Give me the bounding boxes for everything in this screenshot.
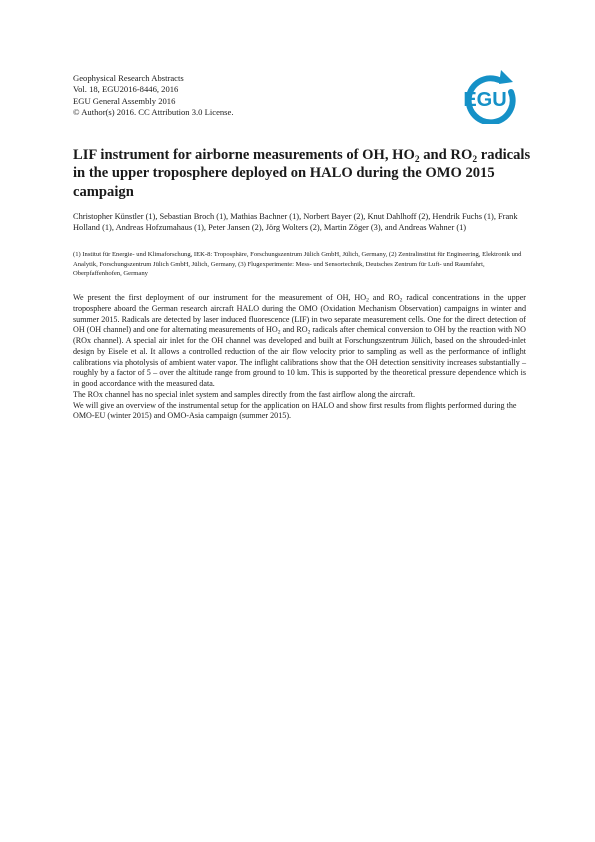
abstract-paragraph: The ROx channel has no special inlet system and samples directly from the fast airflow along the aircraft. <box>73 389 416 399</box>
publication-header <box>73 73 234 119</box>
title-subscript: 2 <box>472 155 478 165</box>
logo-text: EGU <box>463 89 507 111</box>
abstract-text: radical concentrations in the upper troposphere aboard the German research aircraft HALO during the OMO (Oxidation Mechanism Observation) campaigns in winter and summer 2015. Radicals are detected by laser induced fluorescence (LIF) in two separate measurement cells. One for the direct detection of OH (OH channel) and one for alternating measurements of HO <box>73 293 526 335</box>
assembly-name: EGU General Assembly 2016 <box>73 95 176 106</box>
subscript: 2 <box>277 329 281 336</box>
paper-title <box>73 146 533 201</box>
abstract-text: radicals after chemical conversion to OH by the reaction with NO (ROx channel). A special air inlet for the OH channel was developed and built at Forschungszentrum Jülich, based on the shrouded-inlet design by Eisele et al. It allows a controlled reduction of the air flow velocity prior to sampling as well as the performance of inflight calibrations via photolysis of ambient water vapor. The inflight calibrations show that the OH detection sensitivity increases substantially – roughly by a factor of 5 – over the altitude range from ground to 10 km. This is supported by the theoretical pressure dependence which is in good accordance with the measured data. <box>73 325 526 388</box>
journal-name: Geophysical Research Abstracts <box>73 73 184 83</box>
title-part: and RO <box>419 147 473 163</box>
affiliations: (1) Institut für Energie- und Klimaforschung, IEK-8: Troposphäre, Forschungszentrum Jülich GmbH, Jülich, Germany, (2) Zentralinstitut für Engineering, Elektronik und Analytik, Forschungszentrum Jülich GmbH, Jülich, Germany, (3) Flugexperimente: Mess- und Sensortechnik, Deutsches Zentrum für Luft- und Raumfahrt, Oberpfaffenhofen, Germany <box>73 251 522 277</box>
abstract-text: We present the first deployment of our instrument for the measurement of OH, HO <box>73 293 367 302</box>
subscript: 2 <box>399 297 403 304</box>
copyright-notice: © Author(s) 2016. CC Attribution 3.0 License. <box>73 107 234 118</box>
title-part: radicals in the upper troposphere deployed on HALO during the OMO 2015 campaign <box>73 147 531 200</box>
egu-logo <box>455 68 523 124</box>
subscript: 2 <box>307 329 311 336</box>
author-list: Christopher Künstler (1), Sebastian Broch (1), Mathias Bachner (1), Norbert Bayer (2), Knut Dahlhoff (2), Hendrik Fuchs (1), Frank Holland (1), Andreas Hofzumahaus (1), Peter Jansen (2), Jörg Wolters (2), Martin Zöger (3), and Andreas Wahner (1) <box>73 212 518 233</box>
abstract-body <box>73 293 526 422</box>
abstract-paragraph: We will give an overview of the instrumental setup for the application on HALO and show first results from flights performed during the OMO-EU (winter 2015) and OMO-Asia campaign (summer 2015). <box>73 400 517 421</box>
abstract-text: and RO <box>280 325 308 335</box>
title-part: LIF instrument for airborne measurements of OH, HO <box>73 147 415 163</box>
subscript: 2 <box>366 297 369 304</box>
abstract-paragraph <box>73 293 526 390</box>
volume-info: Vol. 18, EGU2016-8446, 2016 <box>73 84 179 95</box>
abstract-text: and RO <box>368 293 400 302</box>
title-subscript: 2 <box>414 155 420 165</box>
